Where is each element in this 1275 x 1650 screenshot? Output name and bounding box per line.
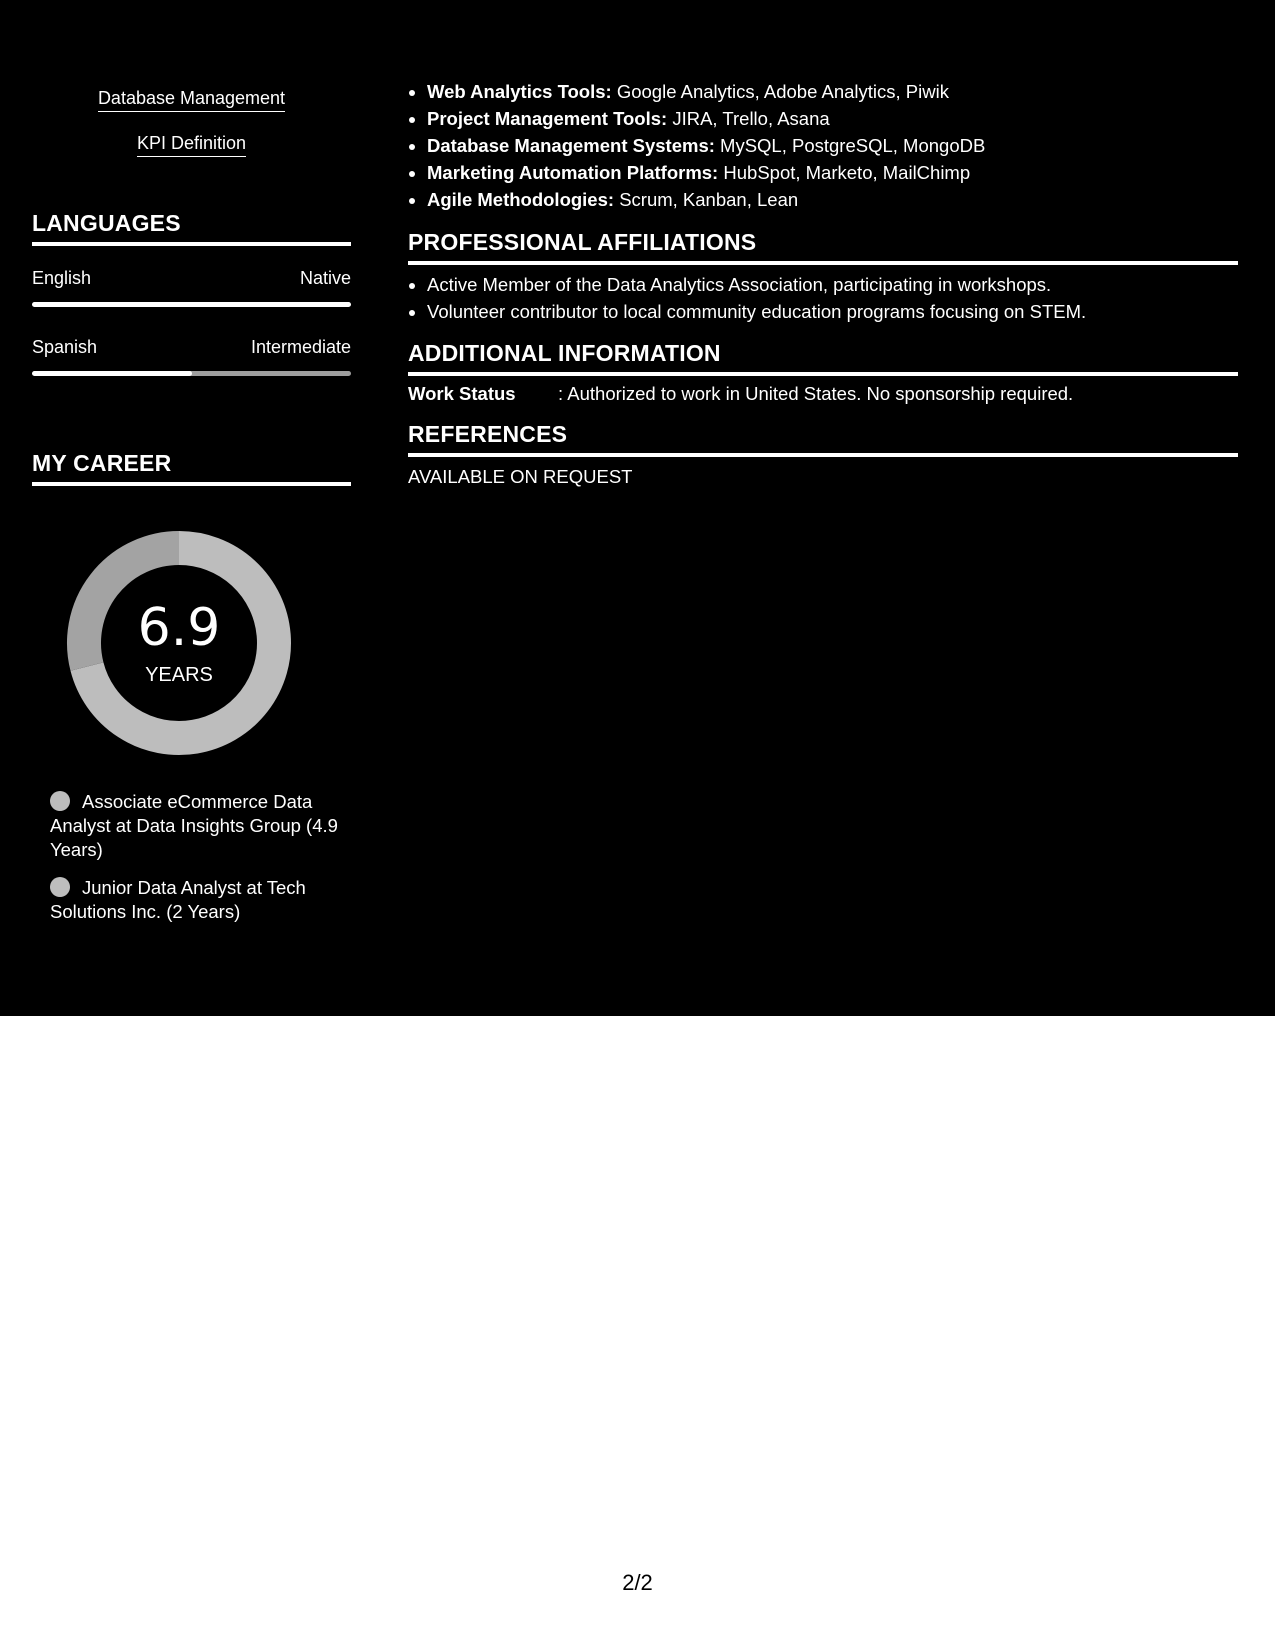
work-status-label: Work Status [408,383,516,404]
career-heading: MY CAREER [32,450,351,486]
language-level: Native [299,268,351,288]
tool-value: JIRA, Trello, Asana [672,108,830,129]
skill-item: Database Management [98,88,285,112]
career-legend [50,790,340,938]
language-name: English [32,268,92,288]
affiliation-item: • Volunteer contributor to local community education programs focusing on STEM. [427,298,1086,325]
tool-value: Scrum, Kanban, Lean [619,189,799,210]
tool-value: Google Analytics, Adobe Analytics, Piwik [616,81,949,102]
affiliation-item: • Active Member of the Data Analytics Association, participating in workshops. [427,271,1086,298]
career-item [50,876,340,924]
tool-label: Project Management Tools: [427,108,668,129]
affiliations-list [408,271,1086,325]
career-unit: YEARS [145,664,213,686]
career-item [50,790,340,862]
references-heading: REFERENCES [408,421,1238,457]
languages-heading: LANGUAGES [32,210,351,246]
language-name: Spanish [32,337,98,357]
language-level: Intermediate [250,337,351,357]
career-item-text: Junior Data Analyst at Tech Solutions Inc. (2 Years) [50,877,306,922]
additional-info-heading: ADDITIONAL INFORMATION [408,340,1238,376]
skill-item: KPI Definition [137,133,246,157]
tool-item [427,105,985,132]
tool-value: MySQL, PostgreSQL, MongoDB [720,135,986,156]
language-bar [32,371,351,376]
tool-item [427,159,985,186]
career-item-text: Associate eCommerce Data Analyst at Data Insights Group (4.9 Years) [50,791,338,860]
tool-item [427,186,985,213]
tool-value: HubSpot, Marketo, MailChimp [723,162,971,183]
references-text: AVAILABLE ON REQUEST [408,466,633,487]
career-total: 6.9 [137,598,221,658]
tool-item [427,132,985,159]
language-bar-fill [32,371,192,376]
tool-label: Marketing Automation Platforms: [427,162,719,183]
affiliations-heading: PROFESSIONAL AFFILIATIONS [408,229,1238,265]
legend-dot-icon [50,791,70,811]
tool-label: Database Management Systems: [427,135,715,156]
page-number: 2/2 [622,1570,653,1595]
tools-list [408,78,985,213]
language-bar [32,302,351,307]
tool-label: Agile Methodologies: [427,189,615,210]
legend-dot-icon [50,877,70,897]
tool-label: Web Analytics Tools: [427,81,612,102]
language-bar-fill [32,302,351,307]
skills-list [32,88,351,178]
work-status-value: : Authorized to work in United States. No sponsorship required. [558,383,1074,404]
tool-item [427,78,985,105]
career-donut-chart [66,530,292,756]
